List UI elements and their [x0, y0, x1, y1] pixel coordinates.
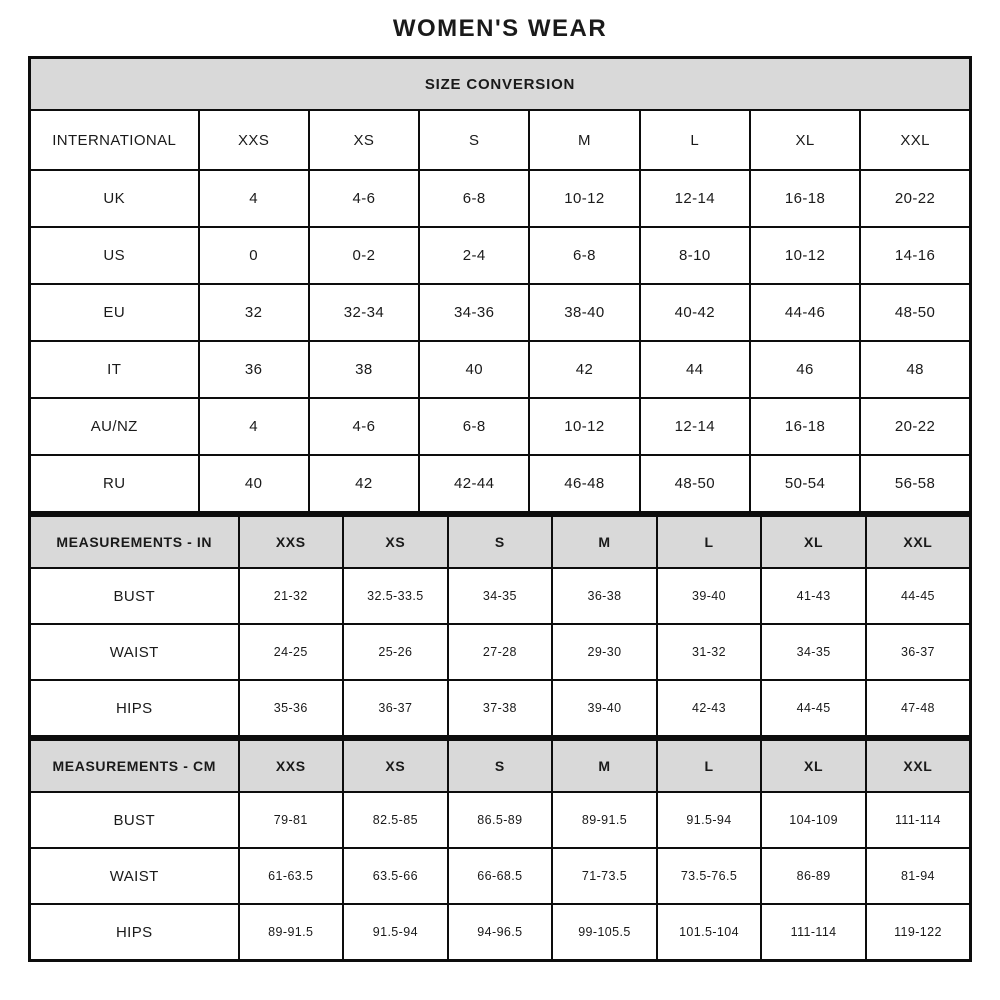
- measurement-cell: 37-38: [448, 680, 553, 737]
- row-label-hips: HIPS: [30, 904, 239, 961]
- measurement-cell: 25-26: [343, 624, 448, 680]
- size-cell: 32: [199, 284, 309, 341]
- size-cell: 2-4: [419, 227, 529, 284]
- row-label-waist: WAIST: [30, 848, 239, 904]
- size-cell: 36: [199, 341, 309, 398]
- size-cell: 50-54: [750, 455, 860, 513]
- size-cell: 48: [860, 341, 970, 398]
- size-col-l: L: [657, 516, 762, 569]
- size-col-xxs: XXS: [199, 110, 309, 170]
- size-cell: 4-6: [309, 398, 419, 455]
- measurement-cell: 42-43: [657, 680, 762, 737]
- table-row-it: [30, 341, 971, 398]
- measurements-in-title: MEASUREMENTS - IN: [30, 516, 239, 569]
- size-col-xs: XS: [309, 110, 419, 170]
- measurement-cell: 111-114: [761, 904, 866, 961]
- measurement-cell: 94-96.5: [448, 904, 553, 961]
- measurement-cell: 71-73.5: [552, 848, 657, 904]
- measurement-cell: 27-28: [448, 624, 553, 680]
- table-row-us: [30, 227, 971, 284]
- measurement-cell: 44-45: [866, 568, 971, 624]
- measurement-cell: 119-122: [866, 904, 971, 961]
- measurement-cell: 31-32: [657, 624, 762, 680]
- measurement-cell: 36-37: [343, 680, 448, 737]
- row-label-it: IT: [30, 341, 199, 398]
- size-cell: 0-2: [309, 227, 419, 284]
- size-cell: 46: [750, 341, 860, 398]
- measurement-cell: 91.5-94: [343, 904, 448, 961]
- size-cell: 20-22: [860, 170, 970, 227]
- size-cell: 10-12: [529, 398, 639, 455]
- size-cell: 38-40: [529, 284, 639, 341]
- size-conversion-banner-row: [30, 58, 971, 111]
- size-cell: 4: [199, 398, 309, 455]
- size-cell: 42: [529, 341, 639, 398]
- measurements-cm-table: [28, 738, 972, 962]
- row-label-bust: BUST: [30, 568, 239, 624]
- table-row-waist-in: [30, 624, 971, 680]
- row-label-hips: HIPS: [30, 680, 239, 737]
- size-col-xs: XS: [343, 516, 448, 569]
- table-row-aunz: [30, 398, 971, 455]
- size-cell: 40-42: [640, 284, 750, 341]
- size-col-m: M: [529, 110, 639, 170]
- measurement-cell: 39-40: [657, 568, 762, 624]
- size-col-s: S: [448, 516, 553, 569]
- measurement-cell: 99-105.5: [552, 904, 657, 961]
- measurement-cell: 86.5-89: [448, 792, 553, 848]
- size-conversion-table: [28, 56, 972, 514]
- size-col-xs: XS: [343, 740, 448, 793]
- measurement-cell: 36-38: [552, 568, 657, 624]
- size-cell: 48-50: [640, 455, 750, 513]
- measurement-cell: 39-40: [552, 680, 657, 737]
- size-cell: 44: [640, 341, 750, 398]
- size-cell: 48-50: [860, 284, 970, 341]
- table-row-ru: [30, 455, 971, 513]
- size-cell: 32-34: [309, 284, 419, 341]
- row-label-international: INTERNATIONAL: [30, 110, 199, 170]
- size-cell: 10-12: [529, 170, 639, 227]
- measurement-cell: 44-45: [761, 680, 866, 737]
- size-conversion-title: SIZE CONVERSION: [30, 58, 971, 111]
- size-col-xxs: XXS: [239, 516, 344, 569]
- measurement-cell: 35-36: [239, 680, 344, 737]
- measurement-cell: 86-89: [761, 848, 866, 904]
- size-cell: 16-18: [750, 398, 860, 455]
- measurement-cell: 61-63.5: [239, 848, 344, 904]
- size-col-xl: XL: [750, 110, 860, 170]
- size-col-xxl: XXL: [860, 110, 970, 170]
- size-cell: 16-18: [750, 170, 860, 227]
- size-cell: 20-22: [860, 398, 970, 455]
- size-cell: 6-8: [529, 227, 639, 284]
- size-cell: 8-10: [640, 227, 750, 284]
- measurement-cell: 24-25: [239, 624, 344, 680]
- size-col-m: M: [552, 516, 657, 569]
- size-col-m: M: [552, 740, 657, 793]
- size-cell: 42: [309, 455, 419, 513]
- measurement-cell: 79-81: [239, 792, 344, 848]
- measurement-cell: 36-37: [866, 624, 971, 680]
- measurement-cell: 32.5-33.5: [343, 568, 448, 624]
- table-row-bust-in: [30, 568, 971, 624]
- size-col-l: L: [640, 110, 750, 170]
- table-row-hips-cm: [30, 904, 971, 961]
- size-cell: 44-46: [750, 284, 860, 341]
- measurement-cell: 63.5-66: [343, 848, 448, 904]
- size-col-xxl: XXL: [866, 740, 971, 793]
- size-col-xxs: XXS: [239, 740, 344, 793]
- measurement-cell: 73.5-76.5: [657, 848, 762, 904]
- row-label-us: US: [30, 227, 199, 284]
- measurement-cell: 81-94: [866, 848, 971, 904]
- size-cell: 40: [199, 455, 309, 513]
- measurement-cell: 21-32: [239, 568, 344, 624]
- table-row-eu: [30, 284, 971, 341]
- size-col-s: S: [448, 740, 553, 793]
- size-cell: 38: [309, 341, 419, 398]
- size-col-xl: XL: [761, 740, 866, 793]
- size-cell: 42-44: [419, 455, 529, 513]
- measurements-cm-title: MEASUREMENTS - CM: [30, 740, 239, 793]
- measurement-cell: 89-91.5: [239, 904, 344, 961]
- measurements-in-header-row: [30, 516, 971, 569]
- row-label-bust: BUST: [30, 792, 239, 848]
- row-label-uk: UK: [30, 170, 199, 227]
- row-label-ru: RU: [30, 455, 199, 513]
- measurements-in-table: [28, 514, 972, 738]
- table-row-bust-cm: [30, 792, 971, 848]
- measurement-cell: 41-43: [761, 568, 866, 624]
- size-cell: 12-14: [640, 170, 750, 227]
- table-row-hips-in: [30, 680, 971, 737]
- measurement-cell: 89-91.5: [552, 792, 657, 848]
- size-cell: 0: [199, 227, 309, 284]
- size-cell: 34-36: [419, 284, 529, 341]
- row-label-aunz: AU/NZ: [30, 398, 199, 455]
- row-label-eu: EU: [30, 284, 199, 341]
- size-conversion-header-row: [30, 110, 971, 170]
- size-cell: 12-14: [640, 398, 750, 455]
- measurement-cell: 104-109: [761, 792, 866, 848]
- measurement-cell: 47-48: [866, 680, 971, 737]
- measurement-cell: 91.5-94: [657, 792, 762, 848]
- measurement-cell: 34-35: [761, 624, 866, 680]
- table-row-uk: [30, 170, 971, 227]
- measurement-cell: 111-114: [866, 792, 971, 848]
- table-row-waist-cm: [30, 848, 971, 904]
- size-cell: 56-58: [860, 455, 970, 513]
- size-cell: 6-8: [419, 398, 529, 455]
- size-col-s: S: [419, 110, 529, 170]
- size-cell: 40: [419, 341, 529, 398]
- measurement-cell: 66-68.5: [448, 848, 553, 904]
- size-cell: 6-8: [419, 170, 529, 227]
- size-col-xl: XL: [761, 516, 866, 569]
- size-cell: 14-16: [860, 227, 970, 284]
- row-label-waist: WAIST: [30, 624, 239, 680]
- page-title: WOMEN'S WEAR: [392, 15, 608, 42]
- measurement-cell: 34-35: [448, 568, 553, 624]
- size-cell: 4: [199, 170, 309, 227]
- size-col-l: L: [657, 740, 762, 793]
- size-col-xxl: XXL: [866, 516, 971, 569]
- size-cell: 10-12: [750, 227, 860, 284]
- size-cell: 4-6: [309, 170, 419, 227]
- measurement-cell: 101.5-104: [657, 904, 762, 961]
- measurement-cell: 29-30: [552, 624, 657, 680]
- measurement-cell: 82.5-85: [343, 792, 448, 848]
- measurements-cm-header-row: [30, 740, 971, 793]
- size-cell: 46-48: [529, 455, 639, 513]
